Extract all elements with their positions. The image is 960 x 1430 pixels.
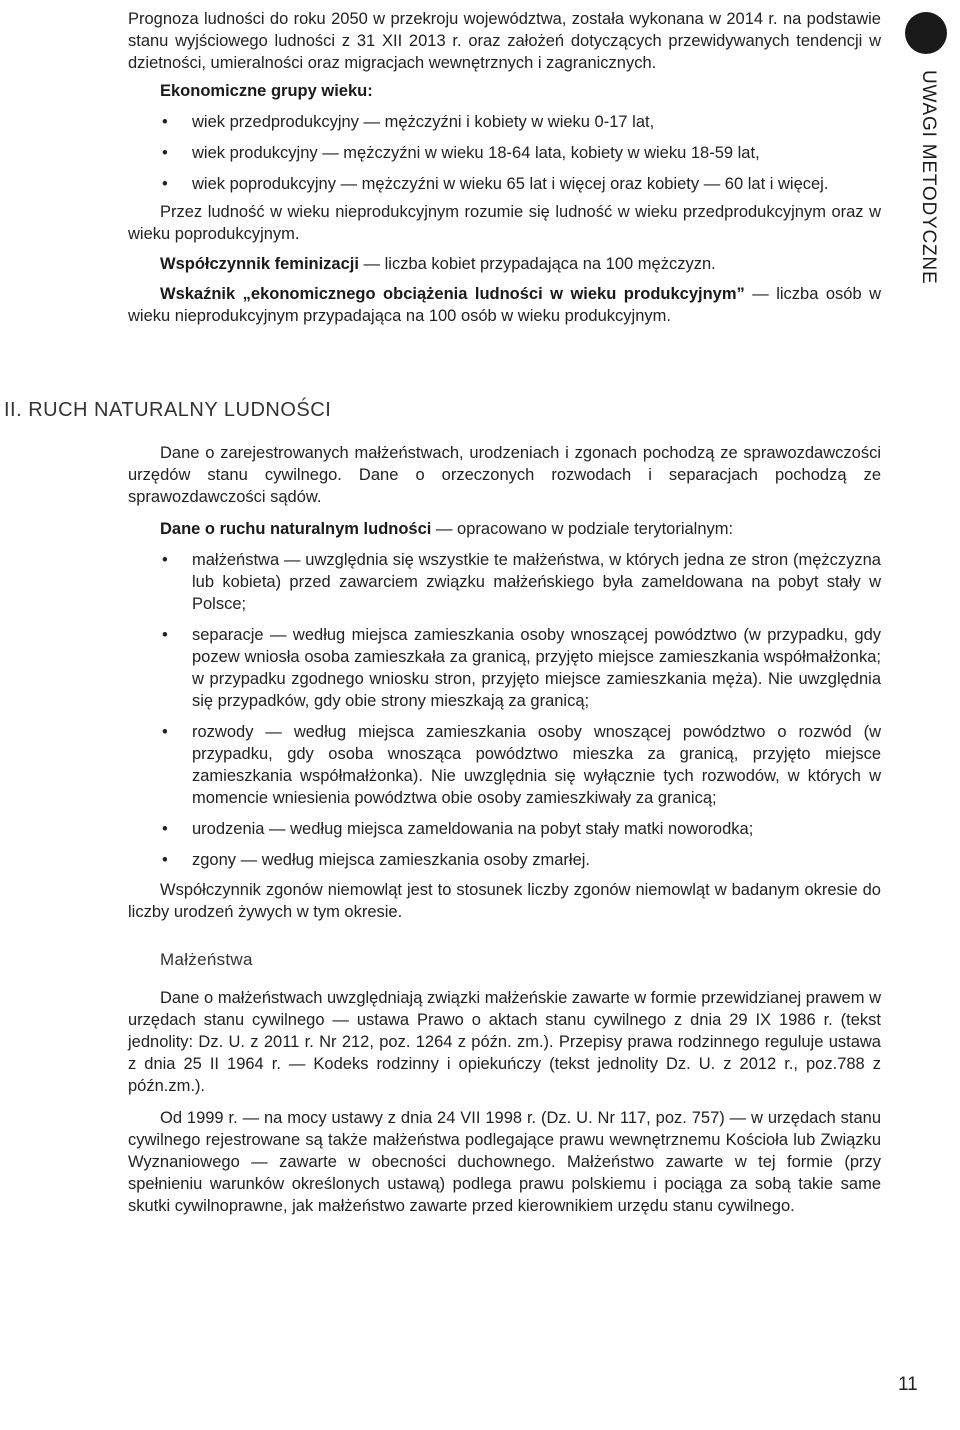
page-number: 11 — [898, 1374, 918, 1395]
list-item: • zgony — według miejsca zamieszkania osoby zmarłej. — [162, 851, 590, 869]
list-item: • separacje — według miejsca zamieszkania osoby wnoszącej powództwo (w przypadku, gdy pozew wniosła osoba zamieszkała za granicą, przyjęto miejsce zamieszkania współmałżonka; w przypadku zgodnego wniosku stron, przyjęto miejsce zamieszkania męża). Nie uwzględnia się przypadków, gdy obie strony mieszkają za granicą; — [162, 626, 881, 710]
side-chapter-label: UWAGI METODYCZNE — [918, 70, 939, 285]
nonproductive-paragraph: Przez ludność w wieku nieprodukcyjnym rozumie się ludność w wieku przedprodukcyjnym oraz w wieku poprodukcyjnym. — [128, 203, 881, 243]
territorial-list — [128, 549, 881, 871]
section-body — [128, 442, 881, 1217]
marriages-paragraph-2: Od 1999 r. — na mocy ustawy z dnia 24 VII 1998 r. (Dz. U. Nr 117, poz. 757) — w urzędach stanu cywilnego rejestrowane są także małżeństwa podlegające prawu wewnętrznemu Kościoła lub Związku Wyznaniowego — zawarte w obecności duchownego. Małżeństwo zawarte w tej formie (przy spełnieniu warunków określonych ustawą) podlega prawu polskiemu i pociąga za sobą takie same skutki cywilnoprawne, jak małżeństwo zawarte przed kierownikiem urzędu stanu cywilnego. — [128, 1109, 881, 1215]
feminization-paragraph: Współczynnik feminizacji — liczba kobiet przypadająca na 100 mężczyzn. — [160, 255, 716, 273]
marriages-paragraph-1: Dane o małżeństwach uwzględniają związki małżeńskie zawarte w formie przewidzianej prawem w urzędach stanu cywilnego — ustawa Prawo o aktach stanu cywilnego z dnia 29 IX 1986 r. (tekst jednolity: Dz. U. z 2011 r. Nr 212, poz. 1264 z późn. zm.). Przepisy prawa rodzinnego reguluje ustawa z dnia 25 II 1964 r. — Kodeks rodzinny i opiekuńczy (tekst jednolity Dz. U. z 2012 r., poz.788 z późn.zm.). — [128, 989, 881, 1095]
list-item: • małżeństwa — uwzględnia się wszystkie te małżeństwa, w których jedna ze stron (mężczyzna lub kobieta) przed zawarciem związku małżeńskiego była zameldowana na pobyt stały w Polsce; — [162, 551, 881, 613]
dependency-paragraph: Wskaźnik „ekonomicznego obciążenia ludności w wieku produkcyjnym” — liczba osób w wieku nieprodukcyjnym przypadająca na 100 osób w wieku produkcyjnym. — [128, 285, 882, 325]
list-item: • wiek produkcyjny — mężczyźni w wieku 18-64 lata, kobiety w wieku 18-59 lat, — [162, 144, 760, 162]
sources-paragraph: Dane o zarejestrowanych małżeństwach, urodzeniach i zgonach pochodzą ze sprawozdawczości urzędów stanu cywilnego. Dane o orzeczonych rozwodach i separacjach pochodzą ze sprawozdawczości sądów. — [128, 444, 881, 506]
page-body — [128, 8, 881, 327]
chapter-marker-dot — [905, 12, 947, 54]
list-item: • wiek przedprodukcyjny — mężczyźni i kobiety w wieku 0-17 lat, — [162, 113, 655, 131]
econ-groups-list — [128, 111, 881, 195]
intro-paragraph: Prognoza ludności do roku 2050 w przekroju województwa, została wykonana w 2014 r. na podstawie stanu wyjściowego ludności z 31 XII 2013 r. oraz założeń dotyczących przewidywanych tendencji w dzietności, umieralności oraz migracjach wewnętrznych i zagranicznych. — [128, 10, 881, 72]
marriages-heading: Małżeństwa — [160, 950, 253, 969]
list-item: • rozwody — według miejsca zamieszkania osoby wnoszącej powództwo o rozwód (w przypadku, gdy osoba wnosząca powództwo mieszka za granicą, przyjęto miejsce zamieszkania współmałżonka). Nie uwzględnia się wyłącznie tych rozwodów, w których w momencie wniesienia powództwa obie osoby zamieszkiwały za granicą; — [162, 723, 881, 807]
section-title: II. RUCH NATURALNY LUDNOŚCI — [4, 399, 332, 421]
list-item: • urodzenia — według miejsca zameldowania na pobyt stały matki noworodka; — [162, 820, 754, 838]
list-item: • wiek poprodukcyjny — mężczyźni w wieku 65 lat i więcej oraz kobiety — 60 lat i więcej. — [162, 175, 829, 193]
territorial-intro: Dane o ruchu naturalnym ludności — opracowano w podziale terytorialnym: — [160, 520, 734, 538]
econ-groups-heading: Ekonomiczne grupy wieku: — [160, 82, 373, 100]
infant-mortality-paragraph: Współczynnik zgonów niemowląt jest to stosunek liczby zgonów niemowląt w badanym okresie do liczby urodzeń żywych w tym okresie. — [128, 881, 881, 921]
